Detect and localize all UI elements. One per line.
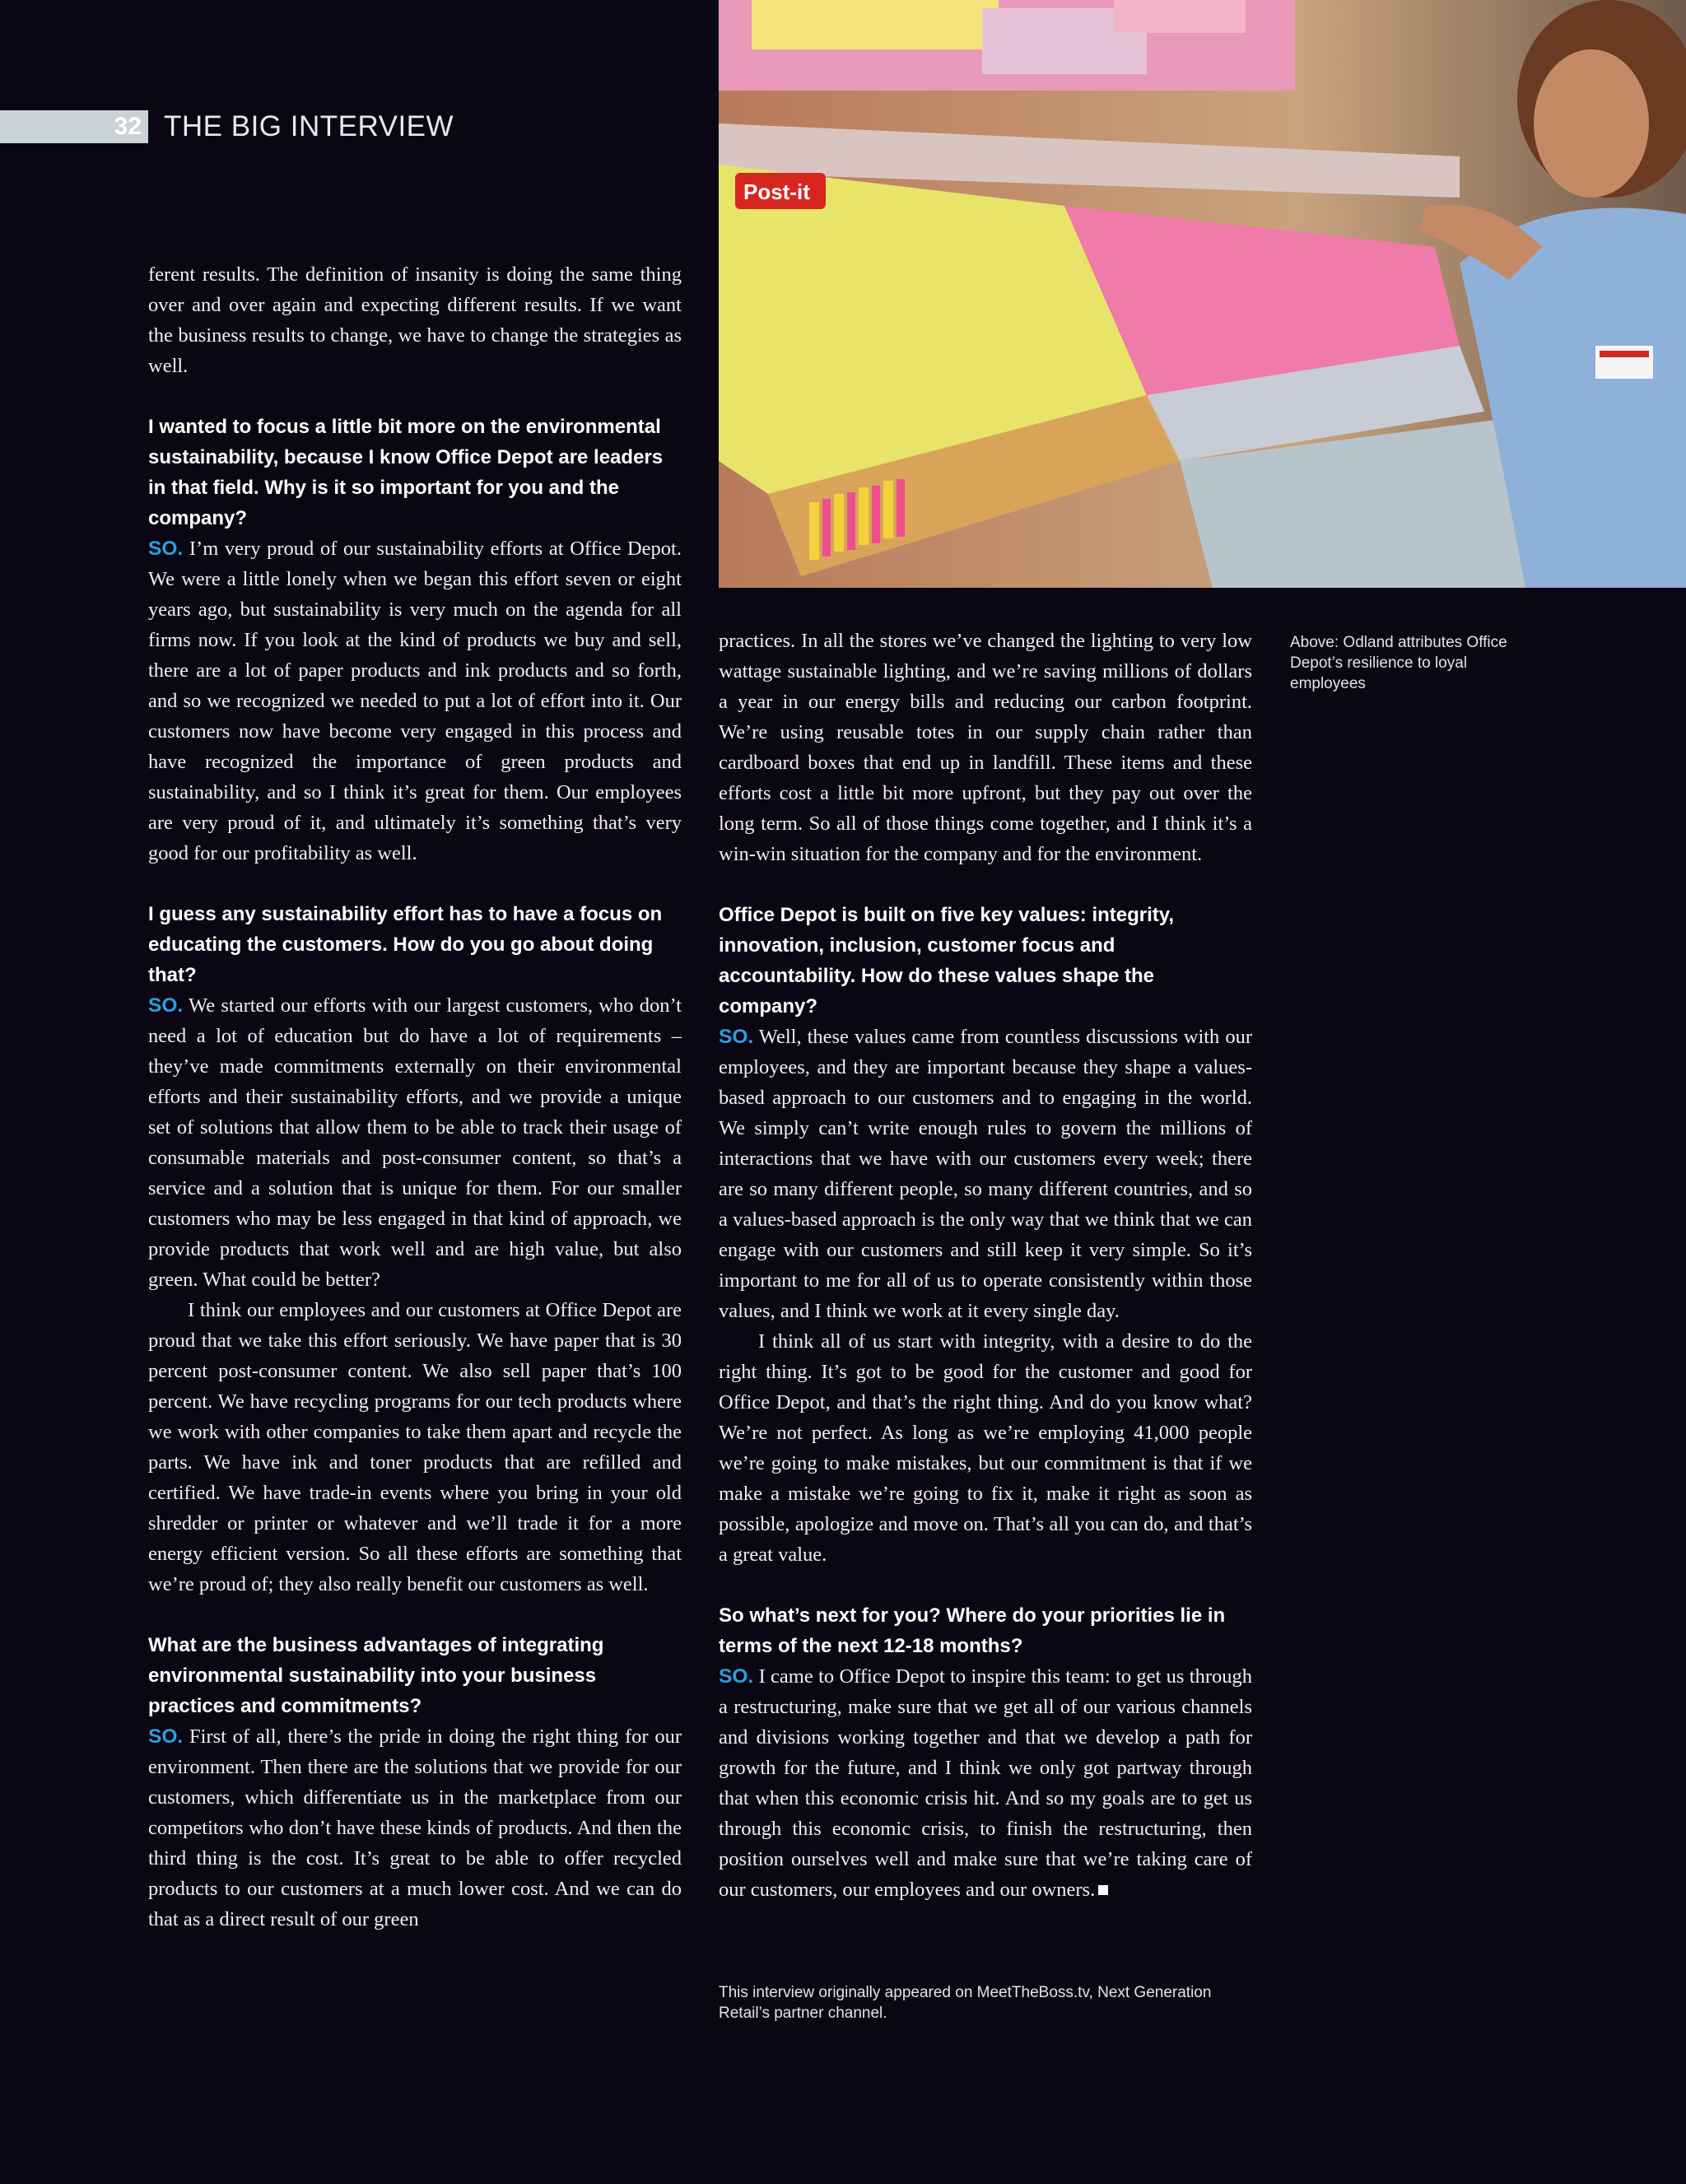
paragraph: I think our employees and our customers at Office Depot are proud that we take this effort seriously. We have paper that is 30 percent post-consumer content. We also sell paper that’s 100 percent. We have recycling programs for our tech products where we work with other companies to take them apart and recycle the parts. We have ink and toner products that are refilled and certified. We have trade-in events where you bring in your old shredder or printer or whatever and we’ll trade it for a more energy efficient version. So all these efforts are something that we’re proud of; they also really benefit our customers as well.: [148, 1299, 682, 1595]
interview-question: So what’s next for you? Where do your priorities lie in terms of the next 12-18 months?: [719, 1604, 1226, 1657]
answer-paragraph: SO. I came to Office Depot to inspire this team: to get us through a restructuring, make sure that we get all of our various channels and divisions working together and that we develop a path for growth for the future, and I think we only got partway through that when this economic crisis hit. And so my goals are to get us through this economic crisis, to finish the restructuring, then position ourselves well and make sure that we’re taking care of our customers, our employees and our owners.: [719, 1665, 1253, 1901]
text-column-left: [148, 259, 682, 1935]
post-it-sign: Post-it: [743, 179, 810, 204]
answer-paragraph: SO. I’m very proud of our sustainability efforts at Office Depot. We were a little lonely when we began this effort seven or eight years ago, but sustainability is very much on the agenda for all firms now. If you look at the kind of products we buy and sell, there are a lot of paper products and ink products and so forth, and so we recognized we needed to put a lot of effort into it. Our customers now have become very engaged in this process and have recognized the importance of green products and sustainability, and so I think it’s great for them. Our employees are very proud of it, and ultimately it’s something that’s very good for our profitability as well.: [148, 538, 682, 864]
paragraph: I think all of us start with integrity, with a desire to do the right thing. It’s got to be good for the customer and good for Office Depot, and that’s the right thing. And do you know what? We’re not perfect. As long as we’re employing 41,000 people we’re going to make mistakes, but our commitment is that if we make a mistake we’re going to fix it, make it right as soon as possible, apologize and move on. That’s all you can do, and that’s a great value.: [719, 1330, 1252, 1566]
photo-caption: Above: Odland attributes Office Depot’s resilience to loyal employees: [1290, 634, 1507, 692]
page-number: 32: [114, 113, 142, 140]
answer-paragraph: SO. First of all, there’s the pride in doing the right thing for our environment. Then there are the solutions that we provide for our customers, which differentiate us in the marketplace from our competitors who don’t have these kinds of products. And then the third thing is the cost. It’s great to be able to offer recycled products to our customers at a much lower cost. And we can do that as a direct result of our green: [148, 1725, 682, 1930]
interview-question: What are the business advantages of integrating environmental sustainability into your business practices and commitments?: [148, 1634, 604, 1717]
interview-question: I guess any sustainability effort has to have a focus on educating the customers. How do you go about doing that?: [148, 903, 663, 986]
so-label: SO.: [148, 538, 184, 560]
end-mark-icon: [1098, 1885, 1108, 1895]
section-title: THE BIG INTERVIEW: [164, 110, 454, 142]
so-label: SO.: [148, 994, 184, 1017]
answer-paragraph: SO. Well, these values came from countless discussions with our employees, and they are important because they shape a values-based approach to our customers and to engaging in the world. We simply can’t write enough rules to govern the millions of interactions that we have with our customers every week; there are so many different people, so many different countries, and so a values-based approach is the only way that we think that we can engage with our customers and still keep it very simple. So it’s important to me for all of us to operate consistently within those values, and I think we work at it every single day.: [719, 1026, 1252, 1322]
source-credit: This interview originally appeared on MeetTheBoss.tv, Next Generation Retail’s partner channel.: [719, 1984, 1212, 2022]
text-column-right: [719, 626, 1252, 1905]
interview-question: I wanted to focus a little bit more on the environmental sustainability, because I know Office Depot are leaders in that field. Why is it so important for you and the company?: [148, 416, 664, 529]
paragraph: practices. In all the stores we’ve changed the lighting to very low wattage sustainable lighting, and we’re saving millions of dollars a year in our energy bills and reducing our carbon footprint. We’re using reusable totes in our supply chain rather than cardboard boxes that end up in landfill. These items and these efforts cost a little bit more upfront, but they pay out over the long term. So all of those things come together, and I think it’s a win-win situation for the company and for the environment.: [719, 630, 1252, 865]
so-label: SO.: [719, 1665, 754, 1688]
answer-paragraph: SO. We started our efforts with our largest customers, who don’t need a lot of education but do have a lot of requirements – they’ve made commitments externally on their environmental efforts and their sustainability efforts, and we provide a unique set of solutions that allow them to be able to track their usage of consumable materials and post-consumer content, so that’s a service and a solution that is unique for them. For our smaller customers who may be less engaged in that kind of approach, we provide products that work well and are high value, but also green. What could be better?: [148, 994, 682, 1291]
interview-question: Office Depot is built on five key values: integrity, innovation, inclusion, customer focus and accountability. How do these values shape the company?: [719, 904, 1175, 1017]
so-label: SO.: [719, 1026, 754, 1048]
paragraph: ferent results. The definition of insanity is doing the same thing over and over again and expecting different results. If we want the business results to change, we have to change the strategies as well.: [148, 263, 682, 377]
so-label: SO.: [148, 1725, 184, 1748]
store-photo: [719, 0, 1686, 588]
